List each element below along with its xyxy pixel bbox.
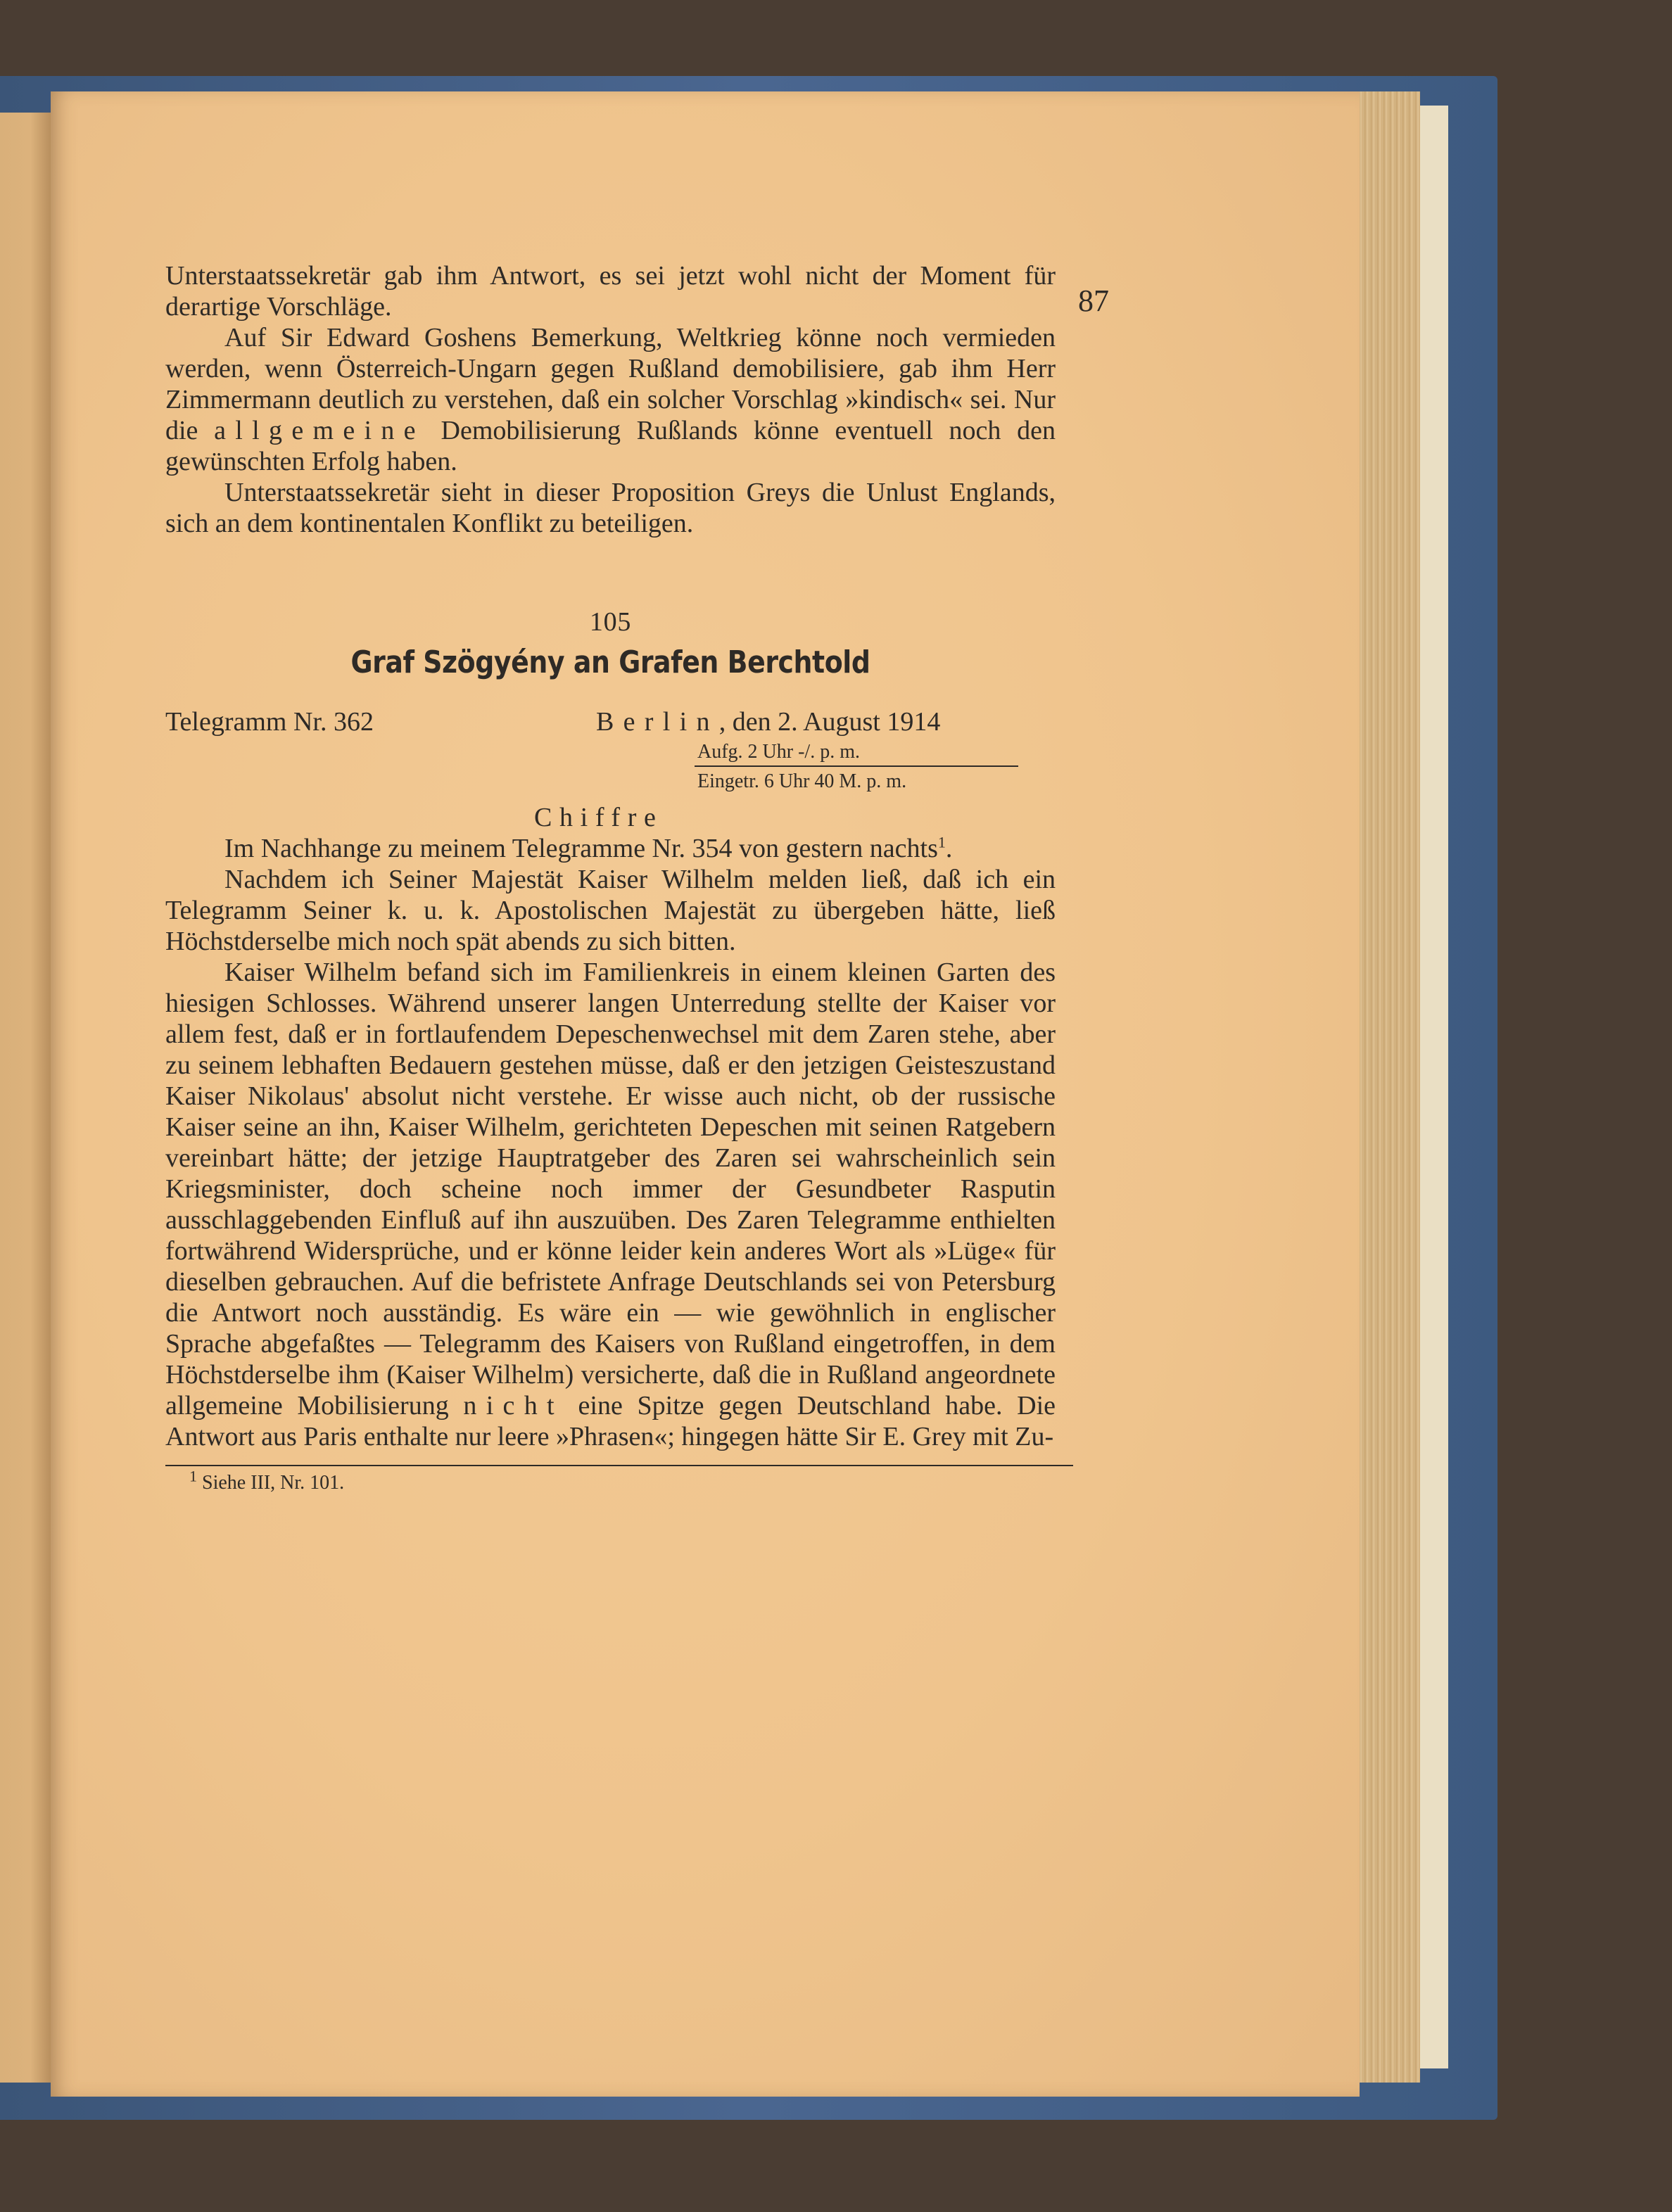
footnote [165,1469,1056,1497]
telegram-number: Telegramm Nr. 362 [165,707,374,737]
receipt-time: Eingetr. 6 Uhr 40 M. p. m. [697,770,907,792]
paragraph-grey-proposition: Unterstaatssekretär sieht in dieser Proposition Greys die Unlust Englands, sich an dem kontinentalen Konflikt zu beteiligen. [165,478,1056,538]
dispatch-stamp [165,737,1056,767]
paragraph-reference-end: . [945,834,953,863]
telegram-place-date [596,706,940,737]
paragraph-audience: Nachdem ich Seiner Majestät Kaiser Wilhelm melden ließ, daß ich ein Telegramm Seiner k. u. k. Apostolischen Majestät zu übergeben hätte, ließ Höchstderselbe mich noch spät abends zu sich bitten. [165,865,1056,956]
receipt-stamp [165,767,1056,796]
document-number: 105 [589,607,632,637]
cipher-label: Chiffre [534,803,664,832]
paragraph-reference [165,833,1056,864]
page-number: 87 [1078,284,1109,318]
facing-page-edge [0,113,51,2083]
page-edges-light [1420,106,1448,2068]
paragraph-kaiser-part1: Kaiser Wilhelm befand sich im Familienkreis in einem kleinen Garten des hiesigen Schlosses. Während unserer langen Unterredung stellte der Kaiser vor allem fest, daß er in fortlaufendem Depeschenwechsel mit dem Zaren stehe, aber zu seinem lebhaften Bedauern gestehen müsse, daß er den jetzigen Geisteszustand Kaiser Nikolaus' absolut nicht verstehe. Er wisse auch nicht, ob der russische Kaiser seine an ihn, Kaiser Wilhelm, gerichteten Depeschen mit seinen Ratgebern vereinbart hätte; der jetzige Hauptratgeber des Zaren sei wahrscheinlich sein Kriegsminister, doch scheine noch immer der Gesundbeter Rasputin ausschlaggebenden Einfluß auf ihn auszuüben. Des Zaren Telegramme enthielten fortwährend Widersprüche, und er könne leider kein anderes Wort als »Lüge« für dieselben gebrauchen. Auf die befristete Anfrage Deutschlands sei von Petersburg die Antwort noch ausständig. Es wäre ein — wie gewöhnlich in englischer Sprache abgefaßtes — Telegramm des Kaisers von Rußland eingetroffen, in dem Höchstderselbe ihm (Kaiser Wilhelm) versicherte, daß die in Rußland angeordnete allgemeine Mobilisierung [165,958,1056,1420]
paragraph-kaiser-wilhelm [165,957,1056,1452]
footnote-text: Siehe III, Nr. 101. [202,1472,345,1494]
dispatch-time: Aufg. 2 Uhr -/. p. m. [697,741,860,763]
page-edges [1357,91,1420,2083]
paragraph-goshen-part2: Demobilisierung Rußlands könne eventuell noch den gewünschten Erfolg haben. [165,416,1056,476]
telegram-place: Berlin [596,707,719,737]
telegram-header [165,706,1056,737]
emphasis-nicht: nicht [463,1391,564,1420]
footnote-reference: 1 [937,833,946,851]
telegram-date: , den 2. August 1914 [718,707,941,737]
paragraph-goshen-part1: Auf Sir Edward Goshens Bemerkung, Weltkrieg könne noch vermieden werden, wenn Österreich-Ungarn gegen Rußland demobilisiere, gab ihm Herr Zimmermann deutlich zu verstehen, daß ein solcher Vorschlag »kindisch« sei. Nur die [165,323,1056,445]
paragraph-reference-text: Im Nachhange zu meinem Telegramme Nr. 354 von gestern nachts [224,834,938,863]
page-text [165,260,1056,1497]
paragraph-kaiser-part2: eine Spitze gegen Deutschland habe. Die Antwort aus Paris enthalte nur leere »Phrasen«; hingegen hätte Sir E. Grey mit Zu- [165,1391,1056,1451]
emphasis-allgemeine: allgemeine [214,416,425,445]
paragraph-continued: Unterstaatssekretär gab ihm Antwort, es sei jetzt wohl nicht der Moment für derartige Vorschläge. [165,261,1056,322]
document-title: Graf Szögyény an Grafen Berchtold [350,644,870,680]
footnote-divider [165,1465,1073,1466]
footnote-marker: 1 [189,1467,197,1485]
paragraph-goshen [165,322,1056,477]
